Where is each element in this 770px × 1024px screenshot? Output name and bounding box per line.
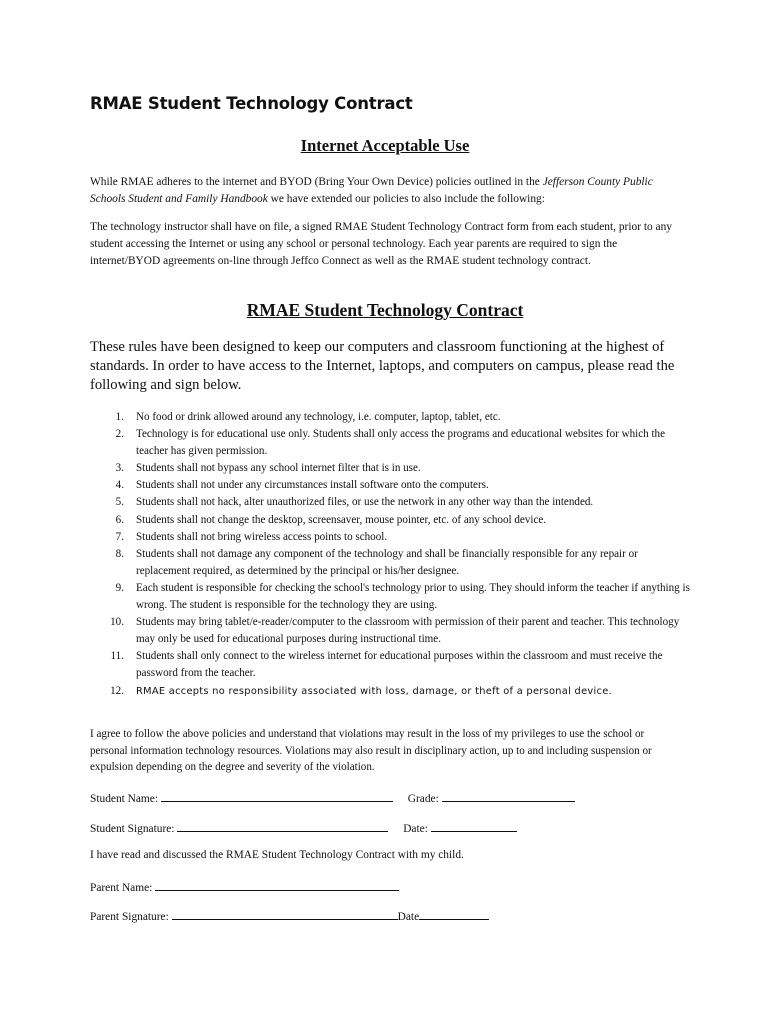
rule-number: 8. (115, 547, 124, 560)
rule-item (90, 546, 690, 580)
rule-number: 3. (115, 462, 124, 475)
rule-text: Technology is for educational use only. Students shall only access the programs and educational websites for which the teacher has given permission. (136, 428, 666, 458)
rule-item (90, 426, 690, 460)
rules-intro: These rules have been designed to keep our computers and classroom functioning at the highest of standards. In order to have access to the Internet, laptops, and computers on campus, please read the following and sign below. (90, 339, 675, 393)
student-signature-field[interactable] (177, 819, 388, 832)
rule-number: 7. (115, 530, 124, 543)
rule-text: Students shall not bring wireless access points to school. (136, 530, 388, 543)
policy-paragraph-start: While RMAE adheres to the internet and BYOD (Bring Your Own Device) policies outlined in the (90, 176, 543, 188)
parent-signature-row (90, 907, 489, 923)
rule-text: No food or drink allowed around any technology, i.e. computer, laptop, tablet, etc. (136, 411, 501, 423)
parent-date-label: Date (397, 911, 420, 923)
rule-text: Students shall not change the desktop, screensaver, mouse pointer, etc. of any school device. (136, 513, 547, 526)
student-signature-row (90, 819, 517, 835)
rule-item (90, 477, 690, 494)
section-heading-contract: RMAE Student Technology Contract (246, 300, 524, 320)
grade-label: Grade: (407, 793, 439, 805)
student-name-row (90, 789, 575, 805)
rule-text: Students may bring tablet/e-reader/computer to the classroom with permission of their parent and teacher. This technology may only be used for educational purposes during instructional time. (136, 616, 680, 646)
student-name-field[interactable] (161, 789, 393, 802)
rule-number: 10. (110, 616, 124, 629)
rule-text: Students shall not damage any component of the technology and shall be financially responsible for any repair or replacement required, as determined by the principal or his/her designee. (136, 547, 638, 577)
rule-number: 1. (115, 411, 124, 423)
policy-paragraph-end: we have extended our policies to also include the following: (267, 193, 545, 205)
rule-item (90, 648, 690, 682)
student-signature-label: Student Signature: (90, 823, 175, 835)
parent-name-row (90, 878, 399, 894)
rule-text: Students shall not bypass any school internet filter that is in use. (136, 462, 421, 475)
agreement-statement: I agree to follow the above policies and understand that violations may result in the loss of my privileges to use the school or personal information technology resources. Violations may also result in disciplinary action, up to and including suspension or expulsion depending on the degree and severity of the violation. (90, 728, 652, 773)
parent-name-field[interactable] (155, 878, 399, 891)
rule-number: 5. (115, 496, 124, 509)
rule-number: 9. (115, 581, 124, 594)
rule-number: 4. (115, 479, 124, 492)
rule-text: Each student is responsible for checking the school's technology prior to using. They should inform the teacher if anything is wrong. The student is responsible for the technology they are using. (136, 581, 690, 612)
parent-date-field[interactable] (419, 907, 489, 920)
rule-number: 11. (110, 650, 124, 663)
handbook-title: Jefferson County Public Schools Student and Family Handbook (90, 176, 653, 205)
rule-text: Students shall not hack, alter unauthorized files, or use the network in any other way than the intended. (136, 496, 594, 509)
rule-item (90, 460, 690, 477)
rule-item (90, 683, 690, 700)
rule-number: 6. (115, 513, 124, 526)
parent-signature-label: Parent Signature: (90, 911, 169, 923)
rule-item (90, 529, 690, 546)
rule-text: Students shall only connect to the wireless internet for educational purposes within the classroom and must receive the password from the teacher. (136, 650, 663, 680)
instructor-paragraph: The technology instructor shall have on file, a signed RMAE Student Technology Contract form from each student, prior to any student accessing the Internet or using any school or personal technology. Each year parents are required to sign the internet/BYOD agreements on-line through Jeffco Connect as well as the RMAE student technology contract. (90, 221, 672, 267)
section-heading-internet-use: Internet Acceptable Use (300, 136, 470, 155)
rule-text: RMAE accepts no responsibility associated with loss, damage, or theft of a personal device. (136, 685, 612, 697)
rules-list (90, 409, 690, 700)
rule-item (90, 494, 690, 511)
document-title: RMAE Student Technology Contract (90, 94, 413, 113)
rule-number: 12. (110, 684, 124, 697)
rule-text: Students shall not under any circumstances install software onto the computers. (136, 479, 489, 492)
rule-number: 2. (115, 428, 124, 441)
student-name-label: Student Name: (90, 793, 159, 805)
rule-item (90, 614, 690, 648)
policy-paragraph (90, 174, 685, 208)
rule-item (90, 409, 690, 426)
rule-item (90, 512, 690, 529)
student-date-field[interactable] (431, 819, 517, 832)
parent-signature-field[interactable] (172, 907, 398, 920)
date-label: Date: (403, 823, 428, 835)
parent-name-label: Parent Name: (90, 882, 153, 894)
grade-field[interactable] (442, 789, 575, 802)
rule-item (90, 580, 690, 614)
parent-statement: I have read and discussed the RMAE Student Technology Contract with my child. (90, 849, 464, 861)
